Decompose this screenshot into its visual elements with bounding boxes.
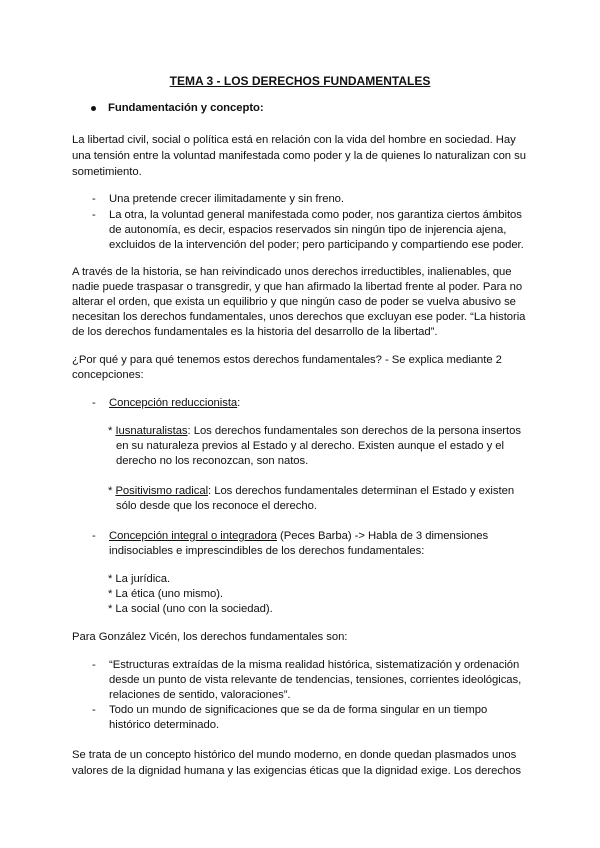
iusnat-line-3: derecho no los reconozcan, son natos.	[116, 455, 309, 467]
history-line-5: de los derechos fundamentales es la historia del desarrollo de la libertad”.	[72, 326, 438, 338]
dash-marker: -	[92, 397, 96, 409]
iusnat-line-2: en su naturaleza previos al Estado y al derecho. Existen aunque el estado y el	[116, 440, 504, 452]
positiv-line-1: * Positivismo radical: Los derechos fundamentales determinan el Estado y existen	[108, 485, 515, 497]
integral-line-1	[109, 529, 488, 543]
integral-text-1: (Peces Barba) -> Habla de 3 dimensiones	[276, 530, 489, 542]
list1-item2-line2: de autonomía, es decir, espacios reservados sin ningún tipo de injerencia ajena,	[109, 224, 507, 236]
history-line-3: alterar el orden, que exista un equilibrio y que ningún caso de poder se vuelva abusivo se	[72, 296, 516, 308]
dash-marker: -	[92, 530, 96, 542]
gonzalez-item2-line2: histórico determinado.	[109, 719, 220, 731]
positiv-label: Positivismo radical	[115, 485, 209, 497]
integral-line-2: indisociables e imprescindibles de los derechos fundamentales:	[109, 545, 425, 557]
dash-marker: -	[92, 704, 96, 716]
intro-line-2: una tensión entre la voluntad manifestada como poder y la de quienes lo naturalizan con su	[72, 150, 526, 162]
reduccionista-heading	[109, 396, 240, 410]
gonzalez-item1-line3: relaciones de sentido, valoraciones”.	[109, 689, 291, 701]
question-line-2: concepciones:	[72, 369, 144, 381]
gonzalez-item1-line1: “Estructuras extraídas de la misma realidad histórica, sistematización y ordenación	[109, 659, 520, 671]
dash-marker: -	[92, 193, 96, 205]
gonzalez-item1-line2: desde un punto de vista relevante de tendencias, tensiones, corrientes ideológicas,	[109, 674, 522, 686]
history-line-1: A través de la historia, se han reivindicado unos derechos irreductibles, inalienables, que	[72, 266, 512, 278]
positiv-text-1: : Los derechos fundamentales determinan el Estado y existen	[208, 485, 515, 497]
iusnat-label: Iusnaturalistas	[115, 425, 188, 437]
dimension-2: * La ética (uno mismo).	[108, 588, 224, 600]
intro-line-1: La libertad civil, social o política está en relación con la vida del hombre en sociedad. Hay	[72, 134, 516, 146]
section-heading: Fundamentación y concepto:	[108, 102, 264, 114]
reduccionista-label: Concepción reduccionista	[109, 397, 238, 409]
intro-line-3: sometimiento.	[72, 166, 142, 178]
closing-line-2: valores de la dignidad humana y las exigencias éticas que la dignidad exige. Los derechos	[72, 765, 521, 777]
list1-item1: Una pretende crecer ilimitadamente y sin freno.	[109, 193, 345, 205]
question-line-1: ¿Por qué y para qué tenemos estos derechos fundamentales? - Se explica mediante 2	[72, 354, 502, 366]
dimension-3: * La social (uno con la sociedad).	[108, 603, 273, 615]
closing-line-1: Se trata de un concepto histórico del mundo moderno, en donde quedan plasmados unos	[72, 749, 517, 761]
list1-item2-line3: excluidos de la intervención del poder; pero participando y compartiendo ese poder.	[109, 239, 524, 251]
iusnat-text-1: : Los derechos fundamentales son derechos de la persona insertos	[187, 425, 521, 437]
positiv-line-2: sólo desde que los reconoce el derecho.	[116, 500, 317, 512]
gonzalez-item2-line1: Todo un mundo de significaciones que se da de forma singular en un tiempo	[109, 704, 488, 716]
history-line-2: nadie puede traspasar o transgredir, y que han afirmado la libertad frente al poder. Para no	[72, 281, 523, 293]
list1-item2-line1: La otra, la voluntad general manifestada como poder, nos garantiza ciertos ámbitos	[109, 209, 522, 221]
integral-label: Concepción integral o integradora	[109, 530, 277, 542]
dash-marker: -	[92, 659, 96, 671]
reduccionista-colon: :	[237, 397, 241, 409]
dimension-1: * La jurídica.	[108, 573, 171, 585]
dash-marker: -	[92, 209, 96, 221]
history-line-4: necesitan los derechos fundamentales, unos derechos que excluyan ese poder. “La historia	[72, 311, 526, 323]
bullet-dot	[91, 106, 96, 111]
document-title: TEMA 3 - LOS DERECHOS FUNDAMENTALES	[169, 74, 431, 88]
gonzalez-intro: Para González Vicén, los derechos fundamentales son:	[72, 631, 348, 643]
iusnat-line-1: * Iusnaturalistas: Los derechos fundamentales son derechos de la persona insertos	[108, 425, 521, 437]
